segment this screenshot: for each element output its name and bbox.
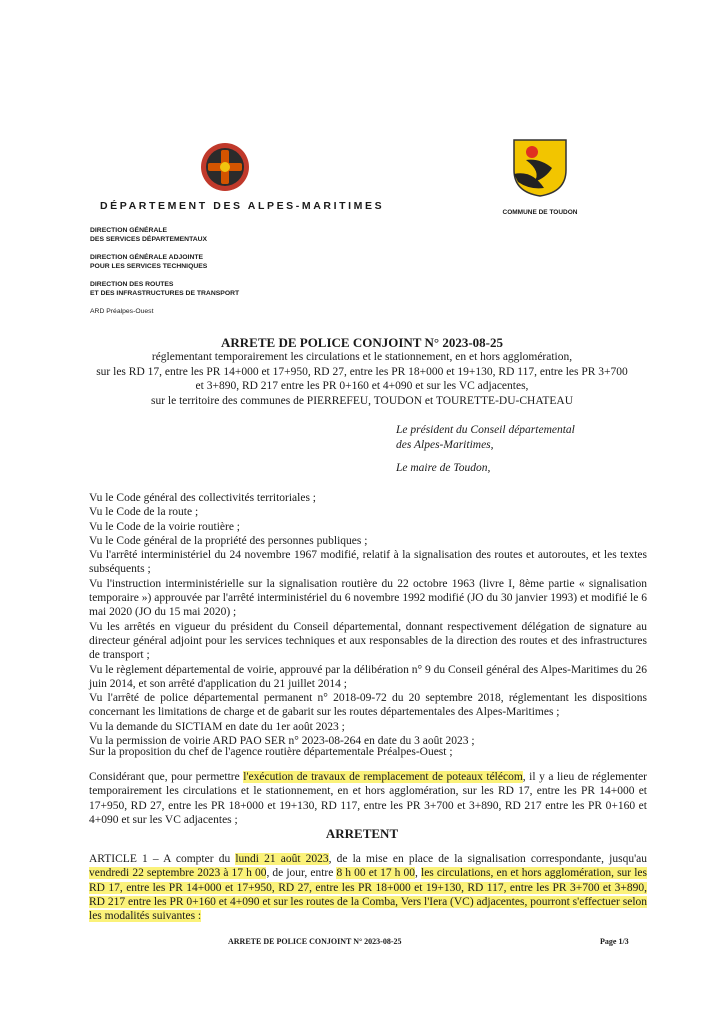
visa-item: Vu l'instruction interministérielle sur la signalisation routière du 22 octobre 1963 (livre I, 8ème partie « signalisation temporaire ») approuvée par l'arrêté interministériel du 6 novembre 1992 modifié (JO du 30 janvier 1993) et modifié le 6 mai 2020 (JO du 15 mai 2020) ; <box>89 577 647 619</box>
highlighted-text: vendredi 22 septembre 2023 à 17 h 00 <box>89 867 267 880</box>
visa-item: Vu la demande du SICTIAM en date du 1er août 2023 ; <box>89 720 345 733</box>
visa-item: Vu la permission de voirie ARD PAO SER n° 2023-08-264 en date du 3 août 2023 ; <box>89 735 475 748</box>
direction-block: DIRECTION GÉNÉRALE DES SERVICES DÉPARTEMENTAUX <box>90 227 208 243</box>
article-1: ARTICLE 1 – A compter du lundi 21 août 2023, de la mise en place de la signalisation correspondante, jusqu'au vendredi 22 septembre 2023 à 17 h 00, de jour, entre 8 h 00 et 17 h 00, les circulations, en et hors agglomération, sur les RD 17, entre les PR 14+000 et 17+950, RD 27, entre les PR 18+000 et 19+130, RD 117, entre les PR 3+700 et 3+890, RD 217 entre les PR 0+160 et 4+090 et sur les routes de la Comba, Vers l'Iera (VC) adjacentes, pourront s'effectuer selon les modalités suivantes : <box>89 853 648 923</box>
highlighted-text: l'exécution de travaux de remplacement de poteaux télécom <box>243 771 523 783</box>
highlighted-text: 8 h 00 et 17 h 00 <box>336 867 416 880</box>
direction-block: DIRECTION DES ROUTES ET DES INFRASTRUCTURES DE TRANSPORT <box>90 281 240 297</box>
department-logo <box>200 142 250 192</box>
visa-item: Vu l'arrêté de police départemental permanent n° 2018-09-72 du 20 septembre 2018, réglementant les dispositions concernant les limitations de charge et de gabarit sur les routes départementales des Alpes-Maritimes ; <box>89 692 647 719</box>
commune-caption: COMMUNE DE TOUDON <box>502 209 578 216</box>
visa-item: Vu le Code de la voirie routière ; <box>89 520 240 533</box>
visa-item: Vu le Code général de la propriété des personnes publiques ; <box>89 534 368 547</box>
signatory-mayor: Le maire de Toudon, <box>396 462 491 474</box>
page-number: Page 1/3 <box>600 937 629 946</box>
document-title: ARRETE DE POLICE CONJOINT N° 2023-08-25 <box>221 335 503 350</box>
visa-item: Vu l'arrêté interministériel du 24 novembre 1967 modifié, relatif à la signalisation des routes et autoroutes, et les textes subséquents ; <box>89 549 647 576</box>
footer-title: ARRETE DE POLICE CONJOINT N° 2023-08-25 <box>228 937 402 946</box>
toudon-crest <box>512 138 568 198</box>
highlighted-text: les circulations, en et hors agglomération, sur les RD 17, entre les PR 14+000 et 17+950, RD 27, entre les PR 18+000 et 19+130, RD 117, entre les PR 3+700 et 3+890, RD 217 entre les PR 0+160 et 4+090 et sur les routes de la Comba, Vers l'Iera (VC) adjacentes, pourront s'effectuer selon les modalités suivantes : <box>89 867 648 923</box>
document-subtitle: réglementant temporairement les circulations et le stationnement, en et hors agglomération, sur les RD 17, entre les PR 14+000 et 17+950, RD 27, entre les PR 18+000 et 19+130, RD 117, entre les PR 3+700 et 3+890, RD 217 entre les PR 0+160 et 4+090 et sur les VC adjacentes, sur le territoire des communes de PIERREFEU, TOUDON et TOURETTE-DU-CHATEAU <box>96 351 628 407</box>
visa-item: Vu le règlement départemental de voirie, approuvé par la délibération n° 9 du Conseil général des Alpes-Maritimes du 26 juin 2014, et son arrêté d'application du 21 juillet 2014 ; <box>89 663 647 690</box>
direction-block: DIRECTION GÉNÉRALE ADJOINTE POUR LES SERVICES TECHNIQUES <box>90 254 208 270</box>
visa-item: Vu les arrêtés en vigueur du président du Conseil départemental, donnant respectivement délégation de signature au directeur général adjoint pour les services techniques et aux responsables de la direction des routes et des infrastructures de transport ; <box>89 620 647 662</box>
visa-item: Vu le Code général des collectivités territoriales ; <box>89 492 316 504</box>
arretent-heading: ARRETENT <box>325 826 399 841</box>
highlighted-text: lundi 21 août 2023 <box>235 853 329 865</box>
agency-label: ARD Préalpes-Ouest <box>90 308 154 315</box>
signatory-president: Le président du Conseil départemental des Alpes-Maritimes, <box>396 424 575 451</box>
department-name: DÉPARTEMENT DES ALPES-MARITIMES <box>100 200 385 212</box>
considering-paragraph: Considérant que, pour permettre l'exécution de travaux de remplacement de poteaux télécom, il y a lieu de réglementer temporairement les circulations et le stationnement, en et hors agglomération, sur les RD 17, entre les PR 14+000 et 17+950, RD 27, entre les PR 18+000 et 19+130, RD 117, entre les PR 3+700 et 3+890, RD 217 entre les PR 0+160 et 4+090 et sur les VC adjacentes ; <box>89 771 647 826</box>
visas-list <box>89 491 647 748</box>
proposal-paragraph: Sur la proposition du chef de l'agence routière départementale Préalpes-Ouest ; <box>89 746 453 758</box>
visa-item: Vu le Code de la route ; <box>89 506 199 519</box>
